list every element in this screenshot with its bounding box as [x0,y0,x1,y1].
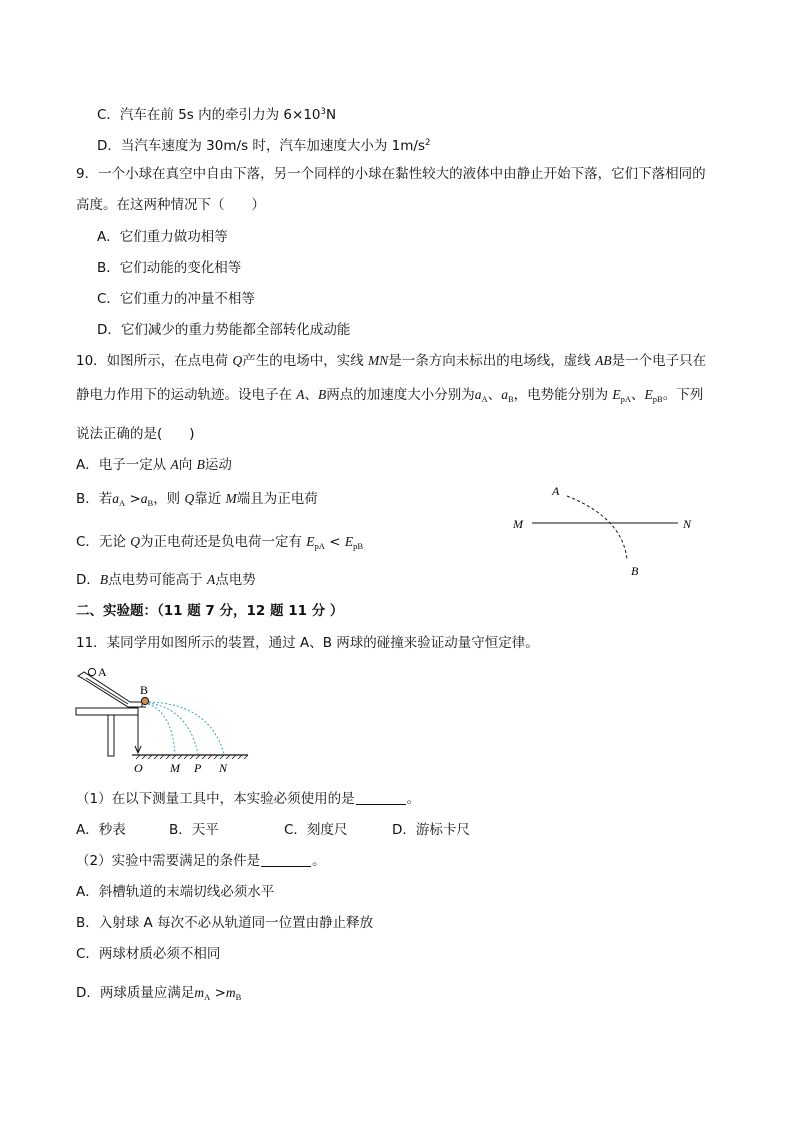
label-o: O [134,761,143,775]
q9-option-c: C．它们重力的冲量不相等 [97,291,255,307]
label-a: A [552,484,560,498]
chute-inner-line [86,678,128,704]
q11-part1-options [76,821,470,839]
ball-b [141,697,148,704]
platform [76,708,138,715]
answer-blank-1[interactable] [356,792,406,805]
q8-option-d: D．当汽车速度为 30m/s 时，汽车加速度大小为 $1m/s^2$ [97,138,431,154]
q9-option-a: A．它们重力做功相等 [97,229,228,245]
field-line-figure [505,478,705,583]
trajectory-n [149,702,224,754]
trajectory-ab [567,496,627,560]
q9-stem-line2: 高度。在这两种情况下（ ） [76,197,265,213]
ball-a [88,668,95,675]
q11-part2: （2）实验中需要满足的条件是 。 [76,853,326,869]
q10-stem-line3: 说法正确的是( ) [76,426,195,442]
label-ball-b: B [140,683,149,697]
q10-option-c: C．无论 Q为正电荷还是负电荷一定有 $E_{pA} < E_{pB}$ [76,534,363,551]
q9-option-b: B．它们动能的变化相等 [97,260,242,276]
q11-p2-option-a: A．斜槽轨道的末端切线必须水平 [76,884,275,900]
answer-blank-2[interactable] [261,854,311,867]
label-ball-a: A [98,665,107,679]
stand-post [108,714,114,756]
q10-option-d: D．B点电势可能高于 A点电势 [76,572,256,588]
label-p: P [194,761,202,775]
label-n: N [683,517,692,531]
q10-option-b: B．若$a_A >a_B$，则 Q靠近 M端且为正电荷 [76,491,318,508]
section-title-experiment: 二、实验题：（11 题 7 分，12 题 11 分 ） [76,603,344,619]
q11-p2-option-d: D．两球质量应满足$m_A >m_B$ [76,985,242,1002]
q11-p1-option-a: A．秒表 [76,822,126,838]
q11-p1-option-c: C．刻度尺 [284,822,348,838]
q11-p2-option-b: B．入射球 A 每次不必从轨道同一位置由静止释放 [76,915,374,931]
trajectory-m [148,704,175,754]
q11-p1-option-d: D．游标卡尺 [392,822,470,838]
q11-stem: 11．某同学用如图所示的装置，通过 A、B 两球的碰撞来验证动量守恒定律。 [76,635,539,651]
q9-stem-line1: 9．一个小球在真空中自由下落，另一个同样的小球在黏性较大的液体中由静止开始下落，它们下落相同的 [76,166,706,182]
q10-option-a: A．电子一定从 A向 B运动 [76,457,232,473]
label-m: M [513,517,523,531]
q8-option-c: C．汽车在前 5s 内的牵引力为 $6\times 10^3N$ [97,107,337,123]
label-n: N [219,761,228,775]
q10-stem-line1: 10．如图所示，在点电荷 Q产生的电场中，实线 MN是一条方向未标出的电场线，虚线 AB是一个电子只在 [76,353,707,369]
trajectory-p [148,703,198,754]
q10-stem-line2: 静电力作用下的运动轨迹。设电子在 A、B两点的加速度大小分别为$a_A$、$a_B$，电势能分别为 $E_{pA}$、$E_{pB}$。下列 [76,387,704,404]
label-b: B [631,564,639,578]
q11-p1-option-b: B．天平 [169,822,219,838]
q9-option-d: D．它们减少的重力势能都全部转化成动能 [97,322,351,338]
q11-p2-option-c: C．两球材质必须不相同 [76,946,221,962]
q11-part1: （1）在以下测量工具中，本实验必须使用的是 。 [76,791,421,807]
collision-apparatus-figure [70,662,250,777]
label-m: M [170,761,180,775]
